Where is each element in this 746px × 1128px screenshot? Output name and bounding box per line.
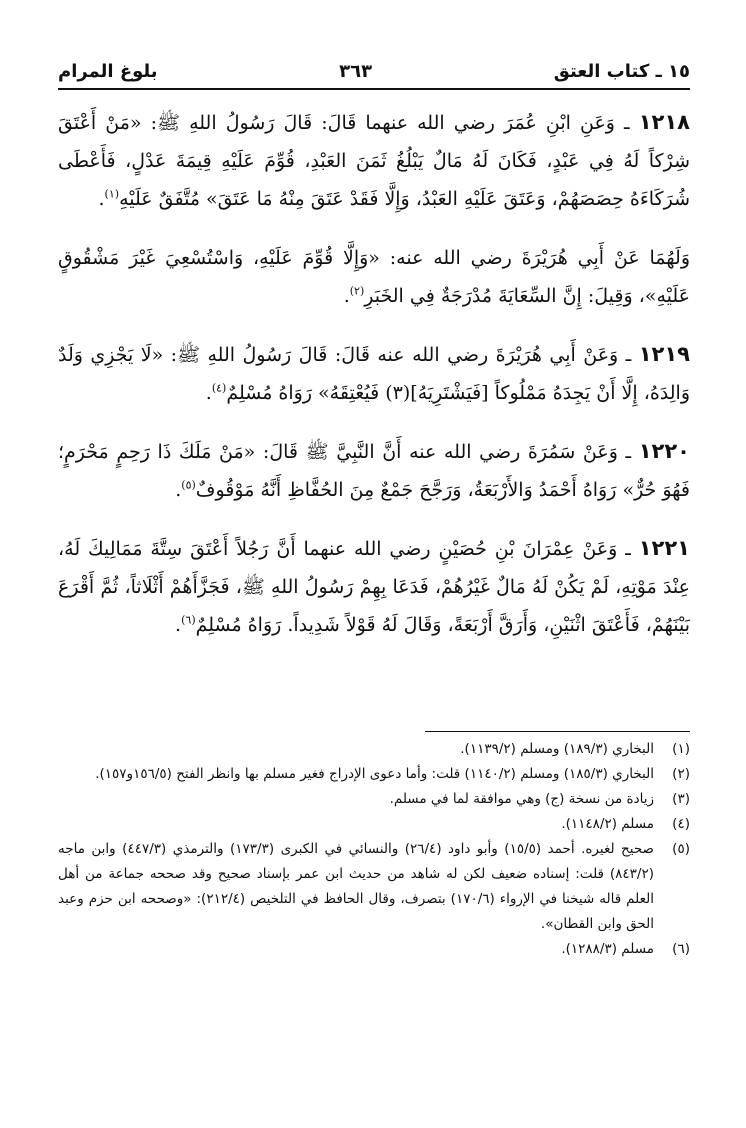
- footnote-ref: (٥): [181, 478, 196, 492]
- footnote-ref: (٢): [349, 284, 365, 298]
- chapter-title: ١٥ ـ كتاب العتق: [553, 60, 690, 82]
- paragraph-end: .: [175, 614, 182, 636]
- footnote-number: (٣): [672, 791, 690, 807]
- hadith-paragraph: [58, 238, 690, 315]
- hadith-number: ١٢١٨: [638, 110, 690, 134]
- hadith-number: ١٢١٩: [638, 342, 690, 366]
- footnote-item: [58, 937, 690, 962]
- footnote-ref: (٤): [211, 381, 227, 395]
- footnote-text: البخاري (١٨٥/٣) ومسلم (١١٤٠/٢) قلت: وأما دعوى الإدراج فغير مسلم بها وانظر الفتح (١٥٦/٥و١٥٧).: [95, 766, 654, 782]
- hadith-number: ١٢٢٠: [638, 439, 691, 463]
- footnote-item: [58, 787, 690, 812]
- book-title: بلوغ المرام: [58, 60, 158, 82]
- hadith-paragraph: [58, 529, 690, 644]
- paragraph-end: .: [98, 188, 105, 210]
- footnote-text: مسلم (١١٤٨/٢).: [561, 816, 654, 832]
- footnote-number: (٥): [672, 841, 690, 857]
- footnote-text: زيادة من نسخة (ج) وهي موافقة لما في مسلم.: [389, 791, 654, 807]
- running-header: [58, 56, 690, 86]
- footnote-text: صحيح لغيره. أحمد (١٥/٥) وأبو داود (٢٦/٤) والنسائي في الكبرى (١٧٣/٣) والترمذي (٤٤٧/٣) وابن ماجه (٨٤٣/٢) قلت: إسناده ضعيف لكن له شاهد من حديث ابن عمر بإسناد صحيح وقد صححه جماعة من أهل العلم قاله شيخنا في الإرواء (١٧٠/٦) بتصرف، وقال الحافظ في التلخيص (٢١٢/٤): «وصححه ابن حزم وعبد الحق وابن القطان».: [58, 841, 655, 932]
- footnote-ref: (٦): [181, 613, 196, 627]
- hadith-text: ـ وَعَنِ ابْنِ عُمَرَ رضي الله عنهما قَالَ: قَالَ رَسُولُ اللهِ ﷺ: «مَنْ أَعْتَقَ شِرْكاً لَهُ فِي عَبْدٍ، فَكَانَ لَهُ مَالٌ يَبْلُغُ ثَمَنَ العَبْدِ، قُوِّمَ عَلَيْهِ قِيمَةَ عَدْلٍ، فَأَعْطَى شُرَكَاءَهُ حِصَصَهُمْ، وَعَتَقَ عَلَيْهِ العَبْدُ، وَإِلَّا فَقَدْ عَتَقَ مِنْهُ مَا عَتَقَ» مُتَّفَقٌ عَلَيْهِ: [58, 112, 690, 210]
- paragraph-end: .: [343, 285, 350, 307]
- paragraph-end: .: [175, 479, 182, 501]
- hadith-text: ـ وَعَنْ أَبِي هُرَيْرَةَ رضي الله عنه قَالَ: قَالَ رَسُولُ اللهِ ﷺ: «لَا يَجْزِي وَلَدٌ وَالِدَهُ، إِلَّا أَنْ يَجِدَهُ مَمْلُوكاً [فَيَشْتَرِيَهُ](٣) فَيُعْتِقَهُ» رَوَاهُ مُسْلِمٌ: [58, 344, 690, 404]
- footnote-number: (٢): [672, 766, 690, 782]
- hadith-paragraph: [58, 335, 690, 412]
- header-divider: [58, 88, 690, 90]
- hadith-text: وَلَهُمَا عَنْ أَبِي هُرَيْرَةَ رضي الله عنه: «وَإِلَّا قُوِّمَ عَلَيْهِ، وَاسْتُسْعِيَ غَيْرَ مَشْقُوقٍ عَلَيْهِ»، وَقِيلَ: إِنَّ السِّعَايَةَ مُدْرَجَةٌ فِي الخَبَرِ: [58, 247, 690, 307]
- footnote-item: [58, 812, 690, 837]
- footnote-item: [58, 762, 690, 787]
- main-text: [58, 103, 690, 664]
- footnotes: [58, 737, 690, 962]
- footnote-item: [58, 737, 690, 762]
- footnote-number: (٤): [672, 816, 690, 832]
- hadith-paragraph: [58, 432, 690, 509]
- footnote-text: مسلم (١٢٨٨/٣).: [561, 941, 654, 957]
- footnote-number: (١): [672, 741, 690, 757]
- footnote-text: البخاري (١٨٩/٣) ومسلم (١١٣٩/٢).: [460, 741, 654, 757]
- footnote-divider: [425, 731, 690, 732]
- hadith-text: ـ وَعَنْ سَمُرَةَ رضي الله عنه أَنَّ النَّبِيَّ ﷺ قَالَ: «مَنْ مَلَكَ ذَا رَحِمٍ مَحْرَمٍ؛ فَهُوَ حُرٌّ» رَوَاهُ أَحْمَدُ وَالأَرْبَعَةُ، وَرَجَّحَ جَمْعٌ مِنَ الحُفَّاظِ أَنَّهُ مَوْقُوفٌ: [58, 441, 690, 501]
- hadith-paragraph: [58, 103, 690, 218]
- footnote-number: (٦): [672, 941, 690, 957]
- footnote-item: [58, 837, 690, 937]
- hadith-number: ١٢٢١: [638, 536, 691, 560]
- paragraph-end: .: [205, 382, 212, 404]
- page-number: ٣٦٣: [339, 60, 373, 82]
- footnote-ref: (١): [104, 187, 120, 201]
- hadith-text: ـ وَعَنْ عِمْرَانَ بْنِ حُصَيْنٍ رضي الله عنهما أَنَّ رَجُلاً أَعْتَقَ سِتَّةَ مَمَالِيكَ لَهُ، عِنْدَ مَوْتِهِ، لَمْ يَكُنْ لَهُ مَالٌ غَيْرُهُمْ، فَدَعَا بِهِمْ رَسُولُ اللهِ ﷺ، فَجَزَّأَهُمْ أَثْلَاثاً، ثُمَّ أَقْرَعَ بَيْنَهُمْ، فَأَعْتَقَ اثْنَيْنِ، وَأَرَقَّ أَرْبَعَةً، وَقَالَ لَهُ قَوْلاً شَدِيداً. رَوَاهُ مُسْلِمٌ: [58, 538, 690, 636]
